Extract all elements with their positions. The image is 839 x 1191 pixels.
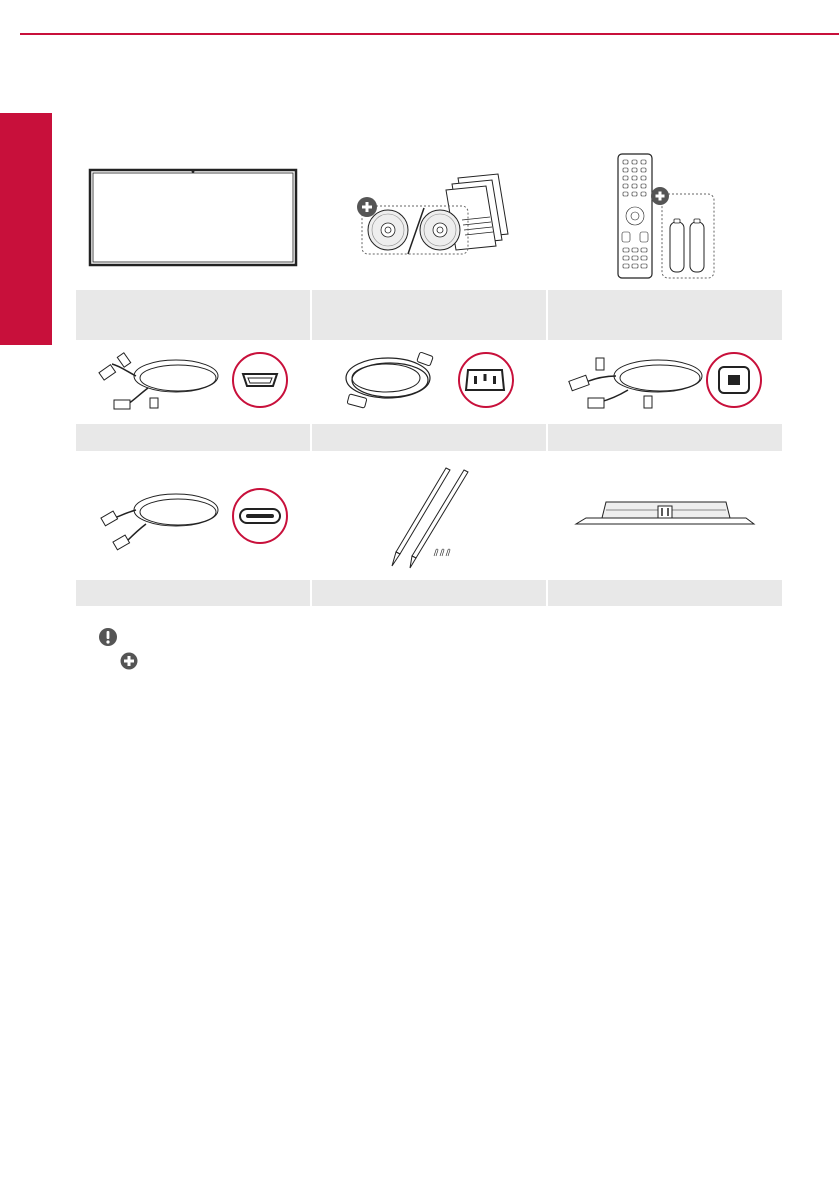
header-rule [20,33,839,35]
hdmi-cable-illustration [76,342,310,420]
label-bar-power-cord [312,424,546,451]
usb-c-cable-illustration [76,458,310,576]
label-bar-touch-pens [312,580,546,606]
label-bar-hdmi-cable [76,424,310,451]
label-bar-usb-c-cable [76,580,310,606]
caution-icon [98,627,118,647]
monitor-illustration [76,150,310,285]
plus-icon [120,652,138,670]
manual-cds-illustration [312,150,546,285]
touch-pens-illustration [312,458,546,576]
label-bar-stand-bracket [548,580,782,606]
usb-cable-illustration [548,342,782,420]
label-bar-remote-batteries [548,290,782,340]
label-bar-manual-cds [312,290,546,340]
label-bar-usb-cable [548,424,782,451]
stand-bracket-illustration [548,458,782,576]
remote-batteries-illustration [548,150,782,285]
power-cord-illustration [312,342,546,420]
section-tab [0,113,52,345]
label-bar-monitor [76,290,310,340]
